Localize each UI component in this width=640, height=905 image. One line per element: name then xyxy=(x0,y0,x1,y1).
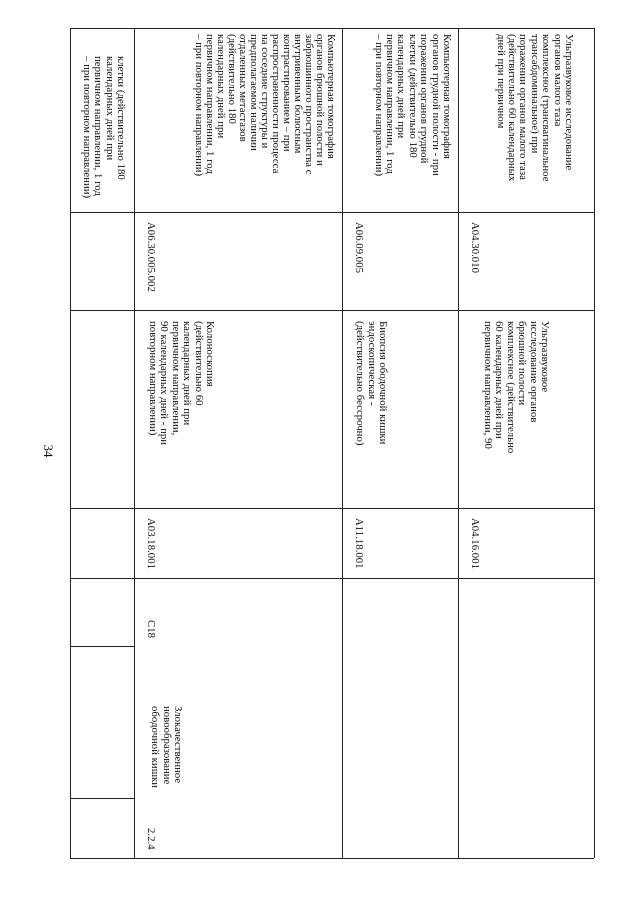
row2-procedure-primary: Биопсия ободочной кишки эндоскопическая - (действительно бессрочно) xyxy=(354,321,389,446)
row1-code-primary: A03.18.001 xyxy=(145,518,157,569)
section-number: 2.2.4 xyxy=(145,828,157,850)
row2-code-secondary: A06.09.005 xyxy=(353,222,365,273)
row2-code-primary: A11.18.001 xyxy=(353,518,365,569)
row3-procedure-primary: Ультразвуковое исследование органов брюшной полости комплексное (действительно 60 календарных дней при первичном направлении, 90 xyxy=(481,321,551,454)
icd-code: C18 xyxy=(145,620,157,638)
section-name: Злокачественное новообразование ободочной кишки xyxy=(149,706,184,789)
row3-procedure-secondary: Ультразвуковое исследование органов малого таза комплексное (трансвагинальное трансабдоминальное) при поражении органов малого таза (действительно 60 календарных дней при первичном xyxy=(494,34,575,182)
row1-procedure-primary: Колоноскопия (действительно 60 календарных дней при первичном направлении, 90 календарных дней - при повторном направлении) xyxy=(146,321,216,446)
continuation-procedure-text: клетки (действительно 180 календарных дней при первичном направлении, 1 год – при повторном направлении) xyxy=(80,56,127,199)
row3-code-secondary: A04.30.010 xyxy=(469,222,481,273)
page-number: 34 xyxy=(41,444,56,458)
row2-procedure-secondary: Компьютерная томография органов грудной полости - при поражении органов грудной клетки (действительно 180 календарных дней при первичном направлении, 1 год – при повторном направлении) xyxy=(372,34,453,177)
row1-code-secondary: A06.30.005.002 xyxy=(145,222,157,292)
row1-procedure-secondary: Компьютерная томография органов брюшной полости и забрюшинного пространства с внутривенным болюсным контрастированием – при распространенности процесса на соседние структуры и предполагаемом наличии отдаленных метастазов (действительно 180 календарных дней при первичном направлении, 1 год – при повторном направлении) xyxy=(193,34,337,177)
row3-code-primary: A04.16.001 xyxy=(469,518,481,569)
